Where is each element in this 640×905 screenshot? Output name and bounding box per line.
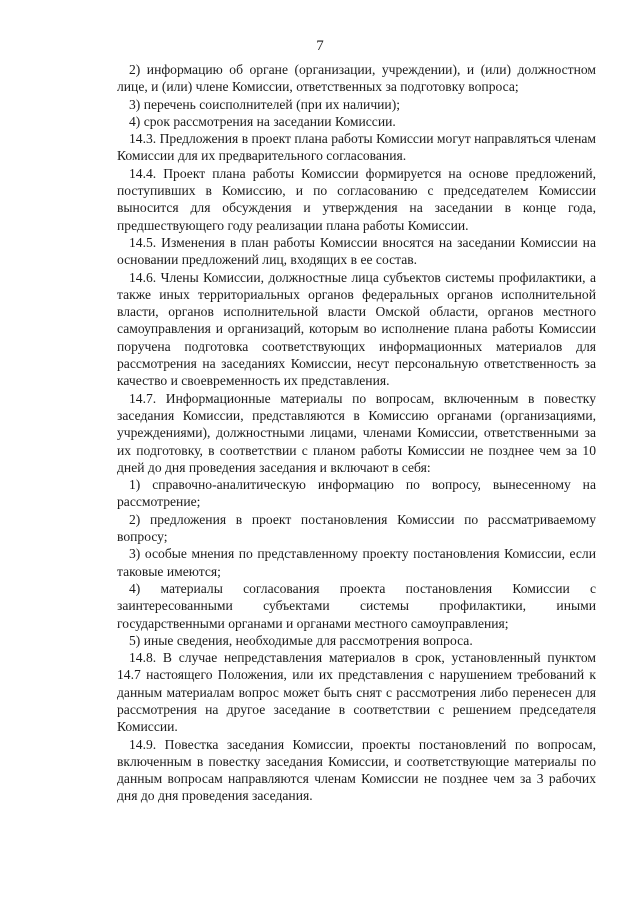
paragraph-14-9: 14.9. Повестка заседания Комиссии, проекты постановлений по вопросам, включенным в повестку заседания Комиссии, и соответствующие материалы по данным вопросам направляются членам Комиссии не позднее чем за 3 рабочих дня до дня проведения заседания. [117, 736, 596, 804]
paragraph-14-6: 14.6. Члены Комиссии, должностные лица субъектов системы профилактики, а также иных территориальных органов федеральных органов исполнительной власти, органов исполнительной власти Омской области, органов местного самоуправления и организаций, которым во исполнение плана работы Комиссии поручена подготовка соответствующих информационных материалов для рассмотрения на заседаниях Комиссии, несут персональную ответственность за качество и своевременность их представления. [117, 269, 596, 389]
document-body [117, 61, 596, 805]
page-number: 7 [316, 38, 324, 54]
paragraph-14-5: 14.5. Изменения в план работы Комиссии вносятся на заседании Комиссии на основании предложений лиц, входящих в ее состав. [117, 234, 596, 268]
paragraph-item-4-review-deadline: 4) срок рассмотрения на заседании Комиссии. [129, 113, 396, 129]
paragraph-14-7-item-3: 3) особые мнения по представленному проекту постановления Комиссии, если таковые имеются; [117, 546, 596, 579]
paragraph-14-4: 14.4. Проект плана работы Комиссии формируется на основе предложений, поступивших в Комиссию, и по согласованию с председателем Комиссии выносится для обсуждения и утверждения на заседании в конце года, предшествующего году реализации плана работы Комиссии. [117, 165, 596, 233]
paragraph-14-3: 14.3. Предложения в проект плана работы Комиссии могут направляться членам Комиссии для их предварительного согласования. [117, 131, 596, 164]
paragraph-14-8: 14.8. В случае непредставления материалов в срок, установленный пунктом 14.7 настоящего Положения, или их представления с нарушением требований к данным материалам вопрос может быть снят с рассмотрения либо перенесен для рассмотрения на другое заседание в соответствии с решением председателя Комиссии. [117, 650, 596, 735]
paragraph-14-7-item-2: 2) предложения в проект постановления Комиссии по рассматриваемому вопросу; [117, 511, 596, 545]
paragraph-item-2-info-responsible: 2) информацию об органе (организации, учреждении), и (или) должностном лице, и (или) члене Комиссии, ответственных за подготовку вопроса; [117, 62, 596, 95]
paragraph-14-7-item-5: 5) иные сведения, необходимые для рассмотрения вопроса. [129, 632, 473, 648]
paragraph-14-7: 14.7. Информационные материалы по вопросам, включенным в повестку заседания Комиссии, представляются в Комиссию органами (организациями, учреждениями), должностными лицами, членами Комиссии, ответственными за их подготовку, в соответствии с планом работы Комиссии не позднее чем за 10 дней до дня проведения заседания и включают в себя: [117, 390, 596, 475]
paragraph-14-7-item-4: 4) материалы согласования проекта постановления Комиссии с заинтересованными субъектами системы профилактики, иными государственными органами и органами местного самоуправления; [117, 580, 596, 631]
paragraph-14-7-item-1: 1) справочно-аналитическую информацию по вопросу, вынесенному на рассмотрение; [117, 477, 596, 510]
paragraph-item-3-co-executors: 3) перечень соисполнителей (при их наличии); [129, 96, 401, 112]
